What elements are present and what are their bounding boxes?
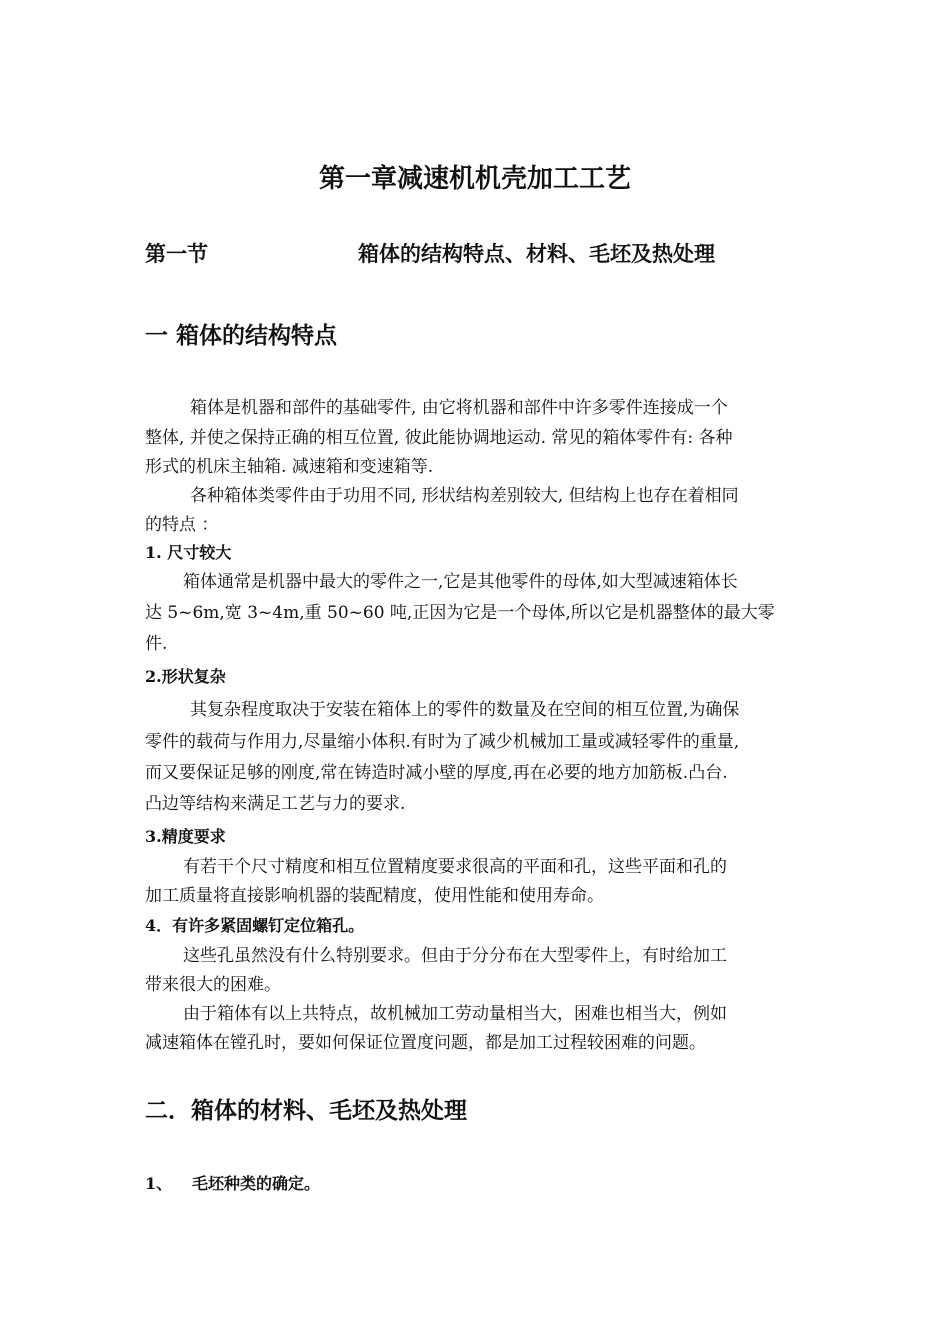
paragraph-line: 形式的机床主轴箱. 减速箱和变速箱等. — [145, 457, 434, 477]
paragraph-line: 有若干个尺寸精度和相互位置精度要求很高的平面和孔，这些平面和孔的 — [183, 857, 727, 877]
section-title: 箱体的结构特点、材料、毛坯及热处理 — [358, 241, 715, 266]
section-number: 第一节 — [145, 241, 208, 266]
paragraph-line: 减速箱体在镗孔时，要如何保证位置度问题，都是加工过程较困难的问题。 — [145, 1033, 706, 1053]
subheading-holes: 4．有许多紧固螺钉定位箱孔。 — [145, 916, 365, 935]
paragraph-line: 而又要保证足够的刚度,常在铸造时减小壁的厚度,再在必要的地方加筋板.凸台. — [145, 763, 728, 783]
paragraph-line: 的特点 ： — [145, 515, 219, 535]
paragraph-line: 整体, 并使之保持正确的相互位置, 彼此能协调地运动. 常见的箱体零件有: 各种 — [145, 428, 733, 448]
paragraph-line: 凸边等结构来满足工艺与力的要求. — [145, 794, 406, 814]
paragraph-line: 由于箱体有以上共特点，故机械加工劳动量相当大，困难也相当大，例如 — [183, 1004, 727, 1024]
paragraph-line: 箱体是机器和部件的基础零件, 由它将机器和部件中许多零件连接成一个 — [190, 398, 728, 418]
subheading-size: 1. 尺寸较大 — [145, 543, 232, 562]
list-item-number: 1、 — [145, 1174, 173, 1193]
list-item-title: 毛坯种类的确定。 — [192, 1174, 321, 1193]
part2-heading: 二．箱体的材料、毛坯及热处理 — [145, 1097, 467, 1124]
paragraph-line: 这些孔虽然没有什么特别要求。但由于分分布在大型零件上，有时给加工 — [183, 946, 727, 966]
subheading-precision: 3.精度要求 — [145, 827, 226, 846]
chapter-title: 第一章减速机机壳加工工艺 — [318, 164, 631, 194]
paragraph-line: 件. — [145, 634, 168, 654]
part1-heading: 一 箱体的结构特点 — [145, 322, 338, 349]
paragraph-line: 带来很大的困难。 — [145, 975, 281, 995]
paragraph-line: 各种箱体类零件由于功用不同, 形状结构差别较大, 但结构上也存在着相同 — [190, 486, 739, 506]
list-item — [145, 1171, 320, 1194]
paragraph-line: 零件的载荷与作用力,尽量缩小体积.有时为了减少机械加工量或减轻零件的重量, — [145, 732, 740, 752]
paragraph-line: 箱体通常是机器中最大的零件之一,它是其他零件的母体,如大型减速箱体长 — [183, 572, 738, 592]
paragraph-line: 其复杂程度取决于安装在箱体上的零件的数量及在空间的相互位置,为确保 — [190, 700, 740, 720]
subheading-shape: 2.形状复杂 — [145, 667, 226, 686]
paragraph-line: 加工质量将直接影响机器的装配精度，使用性能和使用寿命。 — [145, 886, 604, 906]
paragraph-line: 达 5~6m,宽 3~4m,重 50~60 吨,正因为它是一个母体,所以它是机器整体的最大零 — [145, 603, 775, 623]
